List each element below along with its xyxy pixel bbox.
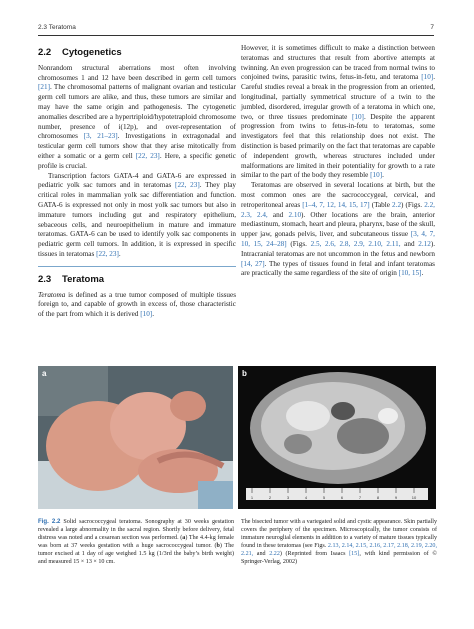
- section-heading-teratoma: [38, 275, 236, 285]
- paragraph: [241, 44, 435, 181]
- text-run: b: [216, 543, 220, 550]
- citation-link[interactable]: [3, 21–23]: [83, 132, 118, 141]
- citation-link[interactable]: [10, 15]: [398, 269, 422, 278]
- scale-tick-label: 4: [304, 495, 308, 500]
- panel-label-b: b: [242, 369, 247, 378]
- scale-tick-label: 7: [358, 495, 362, 500]
- section-title: Cytogenetics: [62, 47, 122, 58]
- citation-link[interactable]: 2.13, 2.14, 2.15, 2.16, 2.17, 2.18, 2.19, 2.20, 2.21,: [241, 543, 437, 558]
- citation-link[interactable]: [14, 27]: [241, 259, 265, 268]
- text-run: ) The 4.4-kg female was born at 37 weeks gestation with a huge sacrococcygeal tumor. (: [38, 535, 235, 550]
- citation-link[interactable]: 2.12: [418, 239, 431, 248]
- citation-link[interactable]: [22, 23]: [135, 151, 160, 160]
- paragraph: [38, 172, 236, 260]
- text-run: Teratomas are observed in several locations at birth, but the most common ones are the sacrococcygeal, cervical, and retroperitoneal areas: [241, 181, 435, 209]
- text-run: The bisected tumor with a variegated solid and cystic appearance. Skin partially covers the periphery of the specimen. Microscopically, the tumor consists of immature neuroglial elements in addition to a variety of mature tissues typically found in these teratomas (see Figs.: [241, 519, 437, 550]
- citation-link[interactable]: [15]: [349, 551, 360, 558]
- scale-tick-label: 2: [268, 495, 272, 500]
- text-run: However, it is sometimes difficult to make a distinction between teratomas and structures that result from abortive attempts at twinning. An even progression can be traced from normal twins to conjoined twins, parasitic twins, fetus-in-fetu, and teratoma: [241, 44, 435, 82]
- text-run: Solid sacrococcygeal teratoma. Sonography at 30 weeks gestation revealed a large abnormality in the sacral region. Shortly before delivery, fetal distress was noted and a cesarean section was performed. (: [38, 519, 234, 542]
- text-run: . The types of tissues found in fetal and infant teratomas are practically the same regardless of the site of origin: [241, 259, 435, 278]
- panel-label-a: a: [42, 369, 47, 378]
- text-run: , with kind permission of © Springer-Verlag, 2002): [241, 551, 437, 566]
- section-heading-cytogenetics: [38, 48, 236, 58]
- paragraph: [241, 181, 435, 279]
- text-run: (Figs.: [286, 239, 311, 248]
- left-column: [38, 44, 236, 320]
- text-run: .: [382, 171, 384, 180]
- photo-bisected-tumor: [238, 366, 436, 509]
- text-run: a: [182, 535, 186, 542]
- citation-link[interactable]: 2.10: [288, 210, 302, 219]
- text-run: Nonrandom structural aberrations most often involving chromosomes 1 and 12 have been described in germ cell tumors: [38, 63, 236, 82]
- text-run: and: [253, 551, 270, 558]
- citation-link[interactable]: [3, 4, 7, 10, 15, 24–28]: [241, 230, 435, 248]
- text-run: ). Other locations are the brain, anterior mediastinum, stomach, heart and pleura, pharynx, base of the skull, upper jaw, gonads pelvis, liver, and subcutaneous tissue: [241, 210, 436, 239]
- text-run: . The chromosomal patterns of malignant ovarian and testicular germ cell tumors are alike, and thus, these tumors are similar and may have the same origin and pathogenesis. The cytogenetic anomalies described are a hypertriploid/hypotetraploid chromosome number, presence of i(12p), and over-representation of chromosomes: [38, 83, 236, 141]
- text-run: and: [267, 210, 289, 219]
- page-number: 7: [430, 24, 434, 31]
- text-run: .: [118, 249, 121, 258]
- scale-tick-label: 5: [322, 495, 326, 500]
- citation-link[interactable]: [10]: [351, 112, 364, 121]
- citation-link[interactable]: [22, 23]: [175, 181, 200, 190]
- paragraph: [38, 64, 236, 172]
- text-run: . Careful studies reveal a break in the progression from an oriented, longitudinal, partially symmetrical structure of a twin to the jumbled, disordered, irregular growth of a teratoma in which one, two, or three tissues predominate: [241, 73, 435, 121]
- section-number: 2.3: [38, 273, 52, 285]
- running-header-section: 2.3 Teratoma: [38, 24, 76, 31]
- citation-link[interactable]: [10]: [140, 310, 153, 319]
- text-run: Transcription factors GATA-4 and GATA-6 are expressed in pediatric yolk sac tumors and in teratomas: [38, 171, 236, 190]
- photo-newborn-with-tumor: [38, 366, 233, 509]
- paragraph: [38, 291, 236, 320]
- citation-link[interactable]: [10]: [421, 73, 434, 82]
- text-run: . They play critical roles in mammalian yolk sac differentiation and function. GATA-6 is expressed not only in most yolk sac tumors but also in immature tumors including gut and respiratory epithelium, sebaceous cells, and neuroepithelium in mature and immature teratomas. GATA-6 can be used to identify yolk sac components in pediatric germ cell tumors. In addition, it is expressed in specific tissues in teratomas: [38, 181, 236, 258]
- text-run: . Here, a specific genetic profile is crucial.: [38, 151, 236, 170]
- text-run: .: [152, 310, 154, 319]
- text-run: is defined as a true tumor composed of multiple tissues foreign to, and capable of growth in excess of, those characteristic of the part from which it is derived: [38, 290, 236, 319]
- figure-caption-left: [38, 518, 234, 567]
- figure-caption-right: [241, 518, 437, 567]
- right-column: [241, 44, 435, 279]
- text-run: ) (Reprinted from Isaacs: [279, 551, 350, 558]
- figure-2-2: [38, 366, 436, 509]
- text-run: and: [400, 239, 419, 248]
- running-header: [38, 24, 434, 36]
- figure-label: Fig. 2.2: [38, 518, 61, 525]
- scale-tick-label: 3: [286, 495, 290, 500]
- citation-link[interactable]: [22, 23]: [96, 249, 119, 258]
- citation-link[interactable]: 2.5, 2.6, 2.8, 2.9, 2.10, 2.11,: [310, 239, 401, 248]
- header-rule: [38, 35, 434, 36]
- citation-link[interactable]: 2.2: [392, 200, 402, 209]
- text-run: (Table: [369, 200, 393, 209]
- citation-link[interactable]: 2.22: [269, 551, 280, 558]
- scale-tick-label: 10: [411, 495, 417, 500]
- tumor-specimen-illustration: [238, 366, 436, 509]
- citation-link[interactable]: [10]: [370, 171, 383, 180]
- newborn-photo-illustration: [38, 366, 233, 509]
- citation-link[interactable]: [21]: [38, 83, 50, 92]
- text-run: . Investigations in extragonadal and testicular germ cell tumors show that they arise mitotically from either a somatic or a germ cell: [38, 132, 236, 160]
- scale-tick-label: 9: [394, 495, 398, 500]
- text-run: .: [421, 269, 424, 278]
- citation-link[interactable]: 2.2, 2.3, 2.4,: [241, 200, 435, 219]
- scale-tick-label: 6: [340, 495, 344, 500]
- section-divider: [38, 266, 236, 320]
- text-run: ) (Figs.: [401, 200, 425, 209]
- section-title: Teratoma: [62, 273, 105, 285]
- text-run: ) The tumor excised at 1 day of age weighed 1.5 kg (1/3rd the baby’s birth weight) and measured 15 × 13 × 10 cm.: [38, 543, 235, 566]
- scale-tick-label: 8: [376, 495, 380, 500]
- text-run: ). Intracranial teratomas are not uncommon in the fetus and newborn: [241, 239, 436, 258]
- citation-link[interactable]: [1–4, 7, 12, 14, 15, 17]: [302, 200, 370, 209]
- section-number: 2.2: [38, 47, 52, 58]
- scale-tick-label: 1: [250, 495, 254, 500]
- text-run: . Despite the apparent progression from twins to fetus-in-fetu to teratomas, some investigators feel that this relationship does not exist. The distinction is based primarily on the fact that teratomas are capable of independent growth, whereas structures included under malformations are limited in their potentiality for growth to a rate similar to the part of the body they resemble: [241, 112, 435, 180]
- text-run: Teratoma: [38, 290, 66, 299]
